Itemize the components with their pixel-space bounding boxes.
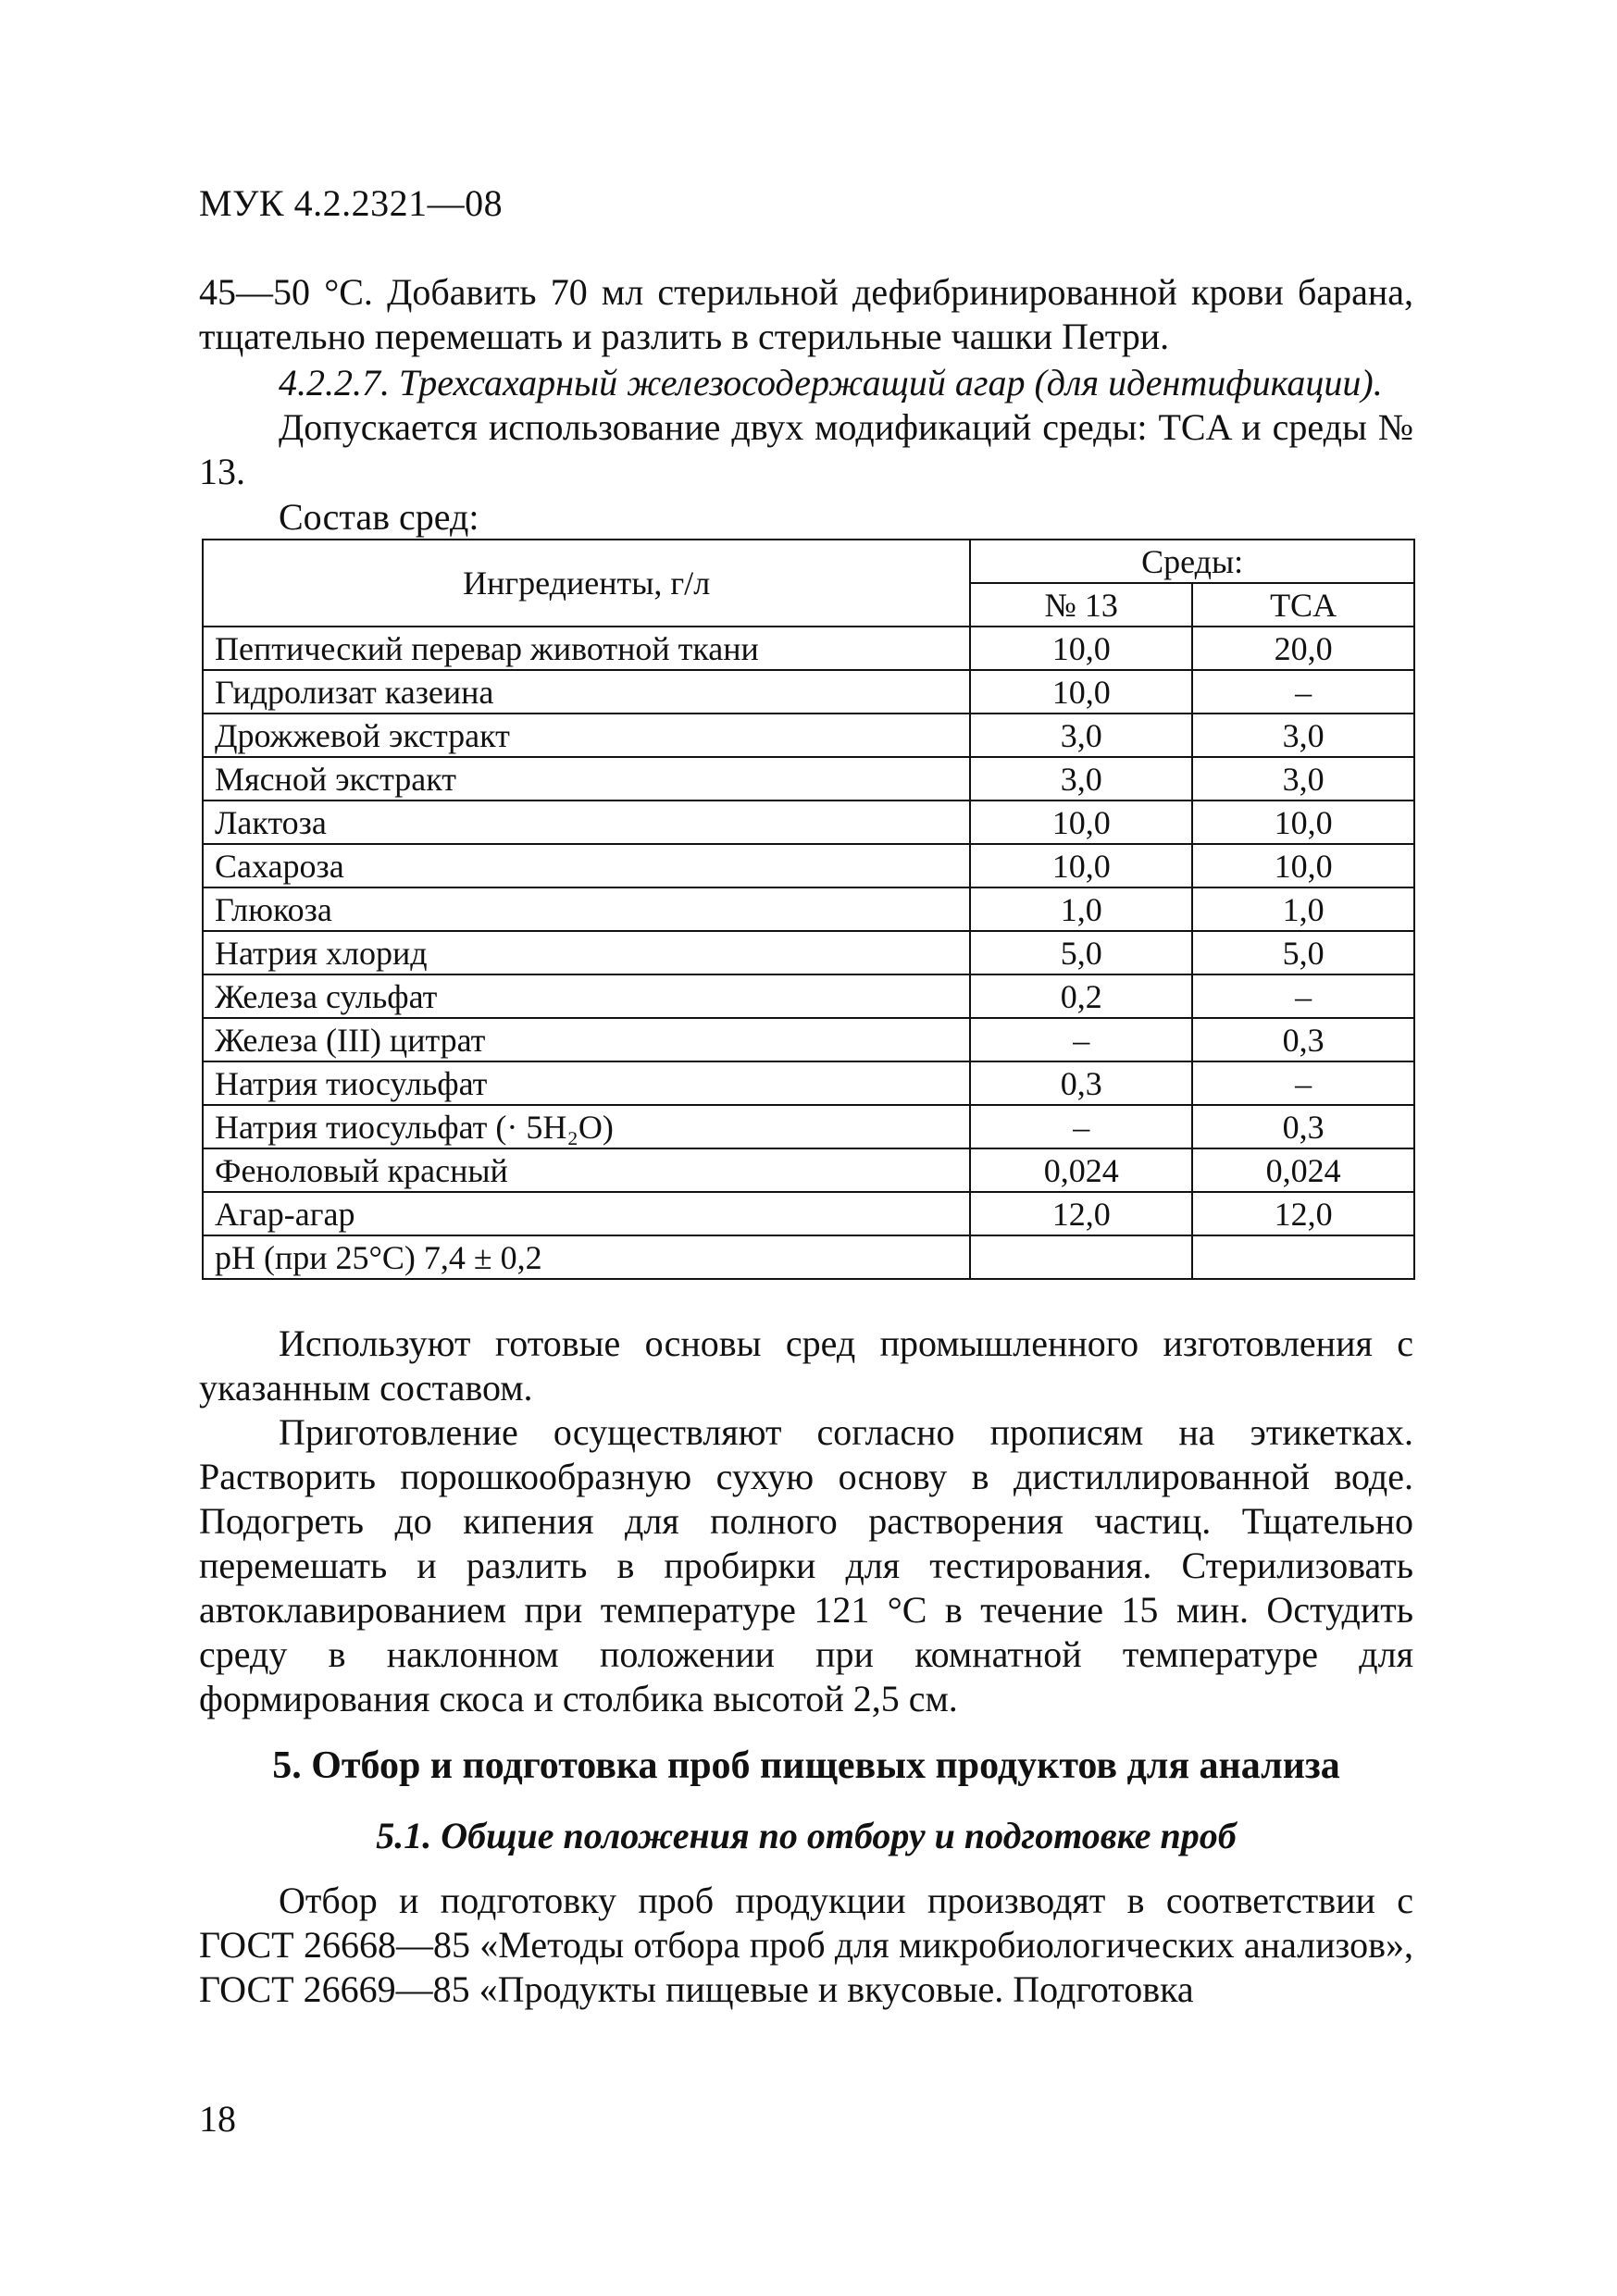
table-row (203, 1148, 1414, 1192)
paragraph-text: Отбор и подготовку проб продукции производят в соответствии с ГОСТ 26668—85 «Методы отбора проб для микробиологических анализов», ГОСТ 26669—85 «Продукты пищевые и вкусовые. Подготовка (199, 1880, 1413, 2010)
value-medium-tca: – (1192, 1061, 1414, 1105)
paragraph-text: Состав сред: (279, 496, 479, 538)
value-medium-13: 10,0 (970, 844, 1192, 887)
paragraph-modifications (199, 405, 1413, 494)
table-row (203, 931, 1414, 974)
ingredient-name: Натрия тиосульфат (203, 1061, 970, 1105)
value-medium-13: – (970, 1105, 1192, 1148)
page-number: 18 (199, 2098, 236, 2140)
ingredient-name: Железа сульфат (203, 974, 970, 1018)
table-row (203, 1192, 1414, 1235)
document-code: МУК 4.2.2321—08 (199, 182, 504, 224)
value-medium-tca: 3,0 (1192, 714, 1414, 757)
paragraph-blood-agar-end (199, 270, 1413, 359)
paragraph-media-composition-label (199, 495, 1413, 540)
ingredient-name: Глюкоза (203, 887, 970, 931)
paragraph-ready-bases (199, 1322, 1413, 1410)
value-medium-tca: 5,0 (1192, 931, 1414, 974)
value-medium-13: – (970, 1018, 1192, 1061)
value-medium-tca: 12,0 (1192, 1192, 1414, 1235)
value-medium-13: 10,0 (970, 627, 1192, 670)
value-medium-13: 12,0 (970, 1192, 1192, 1235)
ingredient-name: Феноловый красный (203, 1148, 970, 1192)
value-medium-13: 10,0 (970, 800, 1192, 844)
value-medium-13: 3,0 (970, 714, 1192, 757)
value-medium-tca: 1,0 (1192, 887, 1414, 931)
ingredient-name: Натрия хлорид (203, 931, 970, 974)
header-medium-tca: TCA (1192, 583, 1414, 627)
value-medium-13: 1,0 (970, 887, 1192, 931)
ingredient-name: Железа (III) цитрат (203, 1018, 970, 1061)
header-media-group: Среды: (970, 540, 1414, 583)
header-medium-13: № 13 (970, 583, 1192, 627)
value-medium-13: 0,024 (970, 1148, 1192, 1192)
table-row (203, 1105, 1414, 1148)
paragraph-text: 45—50 °С. Добавить 70 мл стерильной дефибринированной крови барана, тщательно перемешать и разлить в стерильные чашки Петри. (199, 271, 1413, 357)
subsection-heading-5-1: 5.1. Общие положения по отбору и подготовке проб (376, 1815, 1237, 1856)
table-header-row (203, 540, 1414, 583)
table-row (203, 844, 1414, 887)
ingredient-name: Мясной экстракт (203, 757, 970, 800)
value-medium-tca: 3,0 (1192, 757, 1414, 800)
value-medium-tca: 0,3 (1192, 1105, 1414, 1148)
value-medium-tca: 0,024 (1192, 1148, 1414, 1192)
value-medium-tca: – (1192, 670, 1414, 714)
value-medium-13: 3,0 (970, 757, 1192, 800)
value-medium-tca: 10,0 (1192, 844, 1414, 887)
table-row (203, 1061, 1414, 1105)
value-medium-tca: 20,0 (1192, 627, 1414, 670)
value-medium-tca: – (1192, 974, 1414, 1018)
table-row (203, 974, 1414, 1018)
italic-heading-text: 4.2.2.7. Трехсахарный железосодержащий агар (для идентификации). (279, 362, 1383, 403)
subsection-heading-4-2-2-7 (199, 361, 1413, 405)
media-composition-table (202, 539, 1415, 1280)
table-row (203, 800, 1414, 844)
table-row (203, 627, 1414, 670)
section-heading-5: 5. Отбор и подготовка проб пищевых продуктов для анализа (272, 1744, 1340, 1787)
table-row (203, 670, 1414, 714)
ingredient-name: Дрожжевой экстракт (203, 714, 970, 757)
value-medium-13: 5,0 (970, 931, 1192, 974)
table-row (203, 714, 1414, 757)
value-medium-13: 0,2 (970, 974, 1192, 1018)
value-medium-13: 10,0 (970, 670, 1192, 714)
table-row (203, 1018, 1414, 1061)
value-medium-tca: 0,3 (1192, 1018, 1414, 1061)
paragraph-sampling (199, 1879, 1413, 2012)
paragraph-preparation (199, 1410, 1413, 1721)
value-medium-tca: 10,0 (1192, 800, 1414, 844)
value-medium-13 (970, 1235, 1192, 1279)
table-row (203, 757, 1414, 800)
paragraph-text: Приготовление осуществляют согласно прописям на этикетках. Растворить порошкообразную сухую основу в дистиллированной воде. Подогреть до кипения для полного растворения частиц. Тщательно перемешать и разлить в пробирки для тестирования. Стерилизовать автоклавированием при температуре 121 °С в течение 15 мин. Остудить среду в наклонном положении при комнатной температуре для формирования скоса и столбика высотой 2,5 см. (199, 1411, 1413, 1719)
paragraph-text: Допускается использование двух модификаций среды: TCA и среды № 13. (199, 406, 1413, 492)
ingredient-name: pH (при 25°С) 7,4 ± 0,2 (203, 1235, 970, 1279)
value-medium-tca (1192, 1235, 1414, 1279)
table-row (203, 1235, 1414, 1279)
ingredient-name: Пептический перевар животной ткани (203, 627, 970, 670)
ingredient-name: Агар-агар (203, 1192, 970, 1235)
paragraph-text: Используют готовые основы сред промышленного изготовления с указанным составом. (199, 1322, 1413, 1409)
ingredient-name: Гидролизат казеина (203, 670, 970, 714)
ingredient-name: Сахароза (203, 844, 970, 887)
ingredient-name: Лактоза (203, 800, 970, 844)
ingredient-name: Натрия тиосульфат (· 5H₂O) (203, 1105, 970, 1148)
value-medium-13: 0,3 (970, 1061, 1192, 1105)
header-ingredients: Ингредиенты, г/л (203, 540, 970, 627)
table-row (203, 887, 1414, 931)
